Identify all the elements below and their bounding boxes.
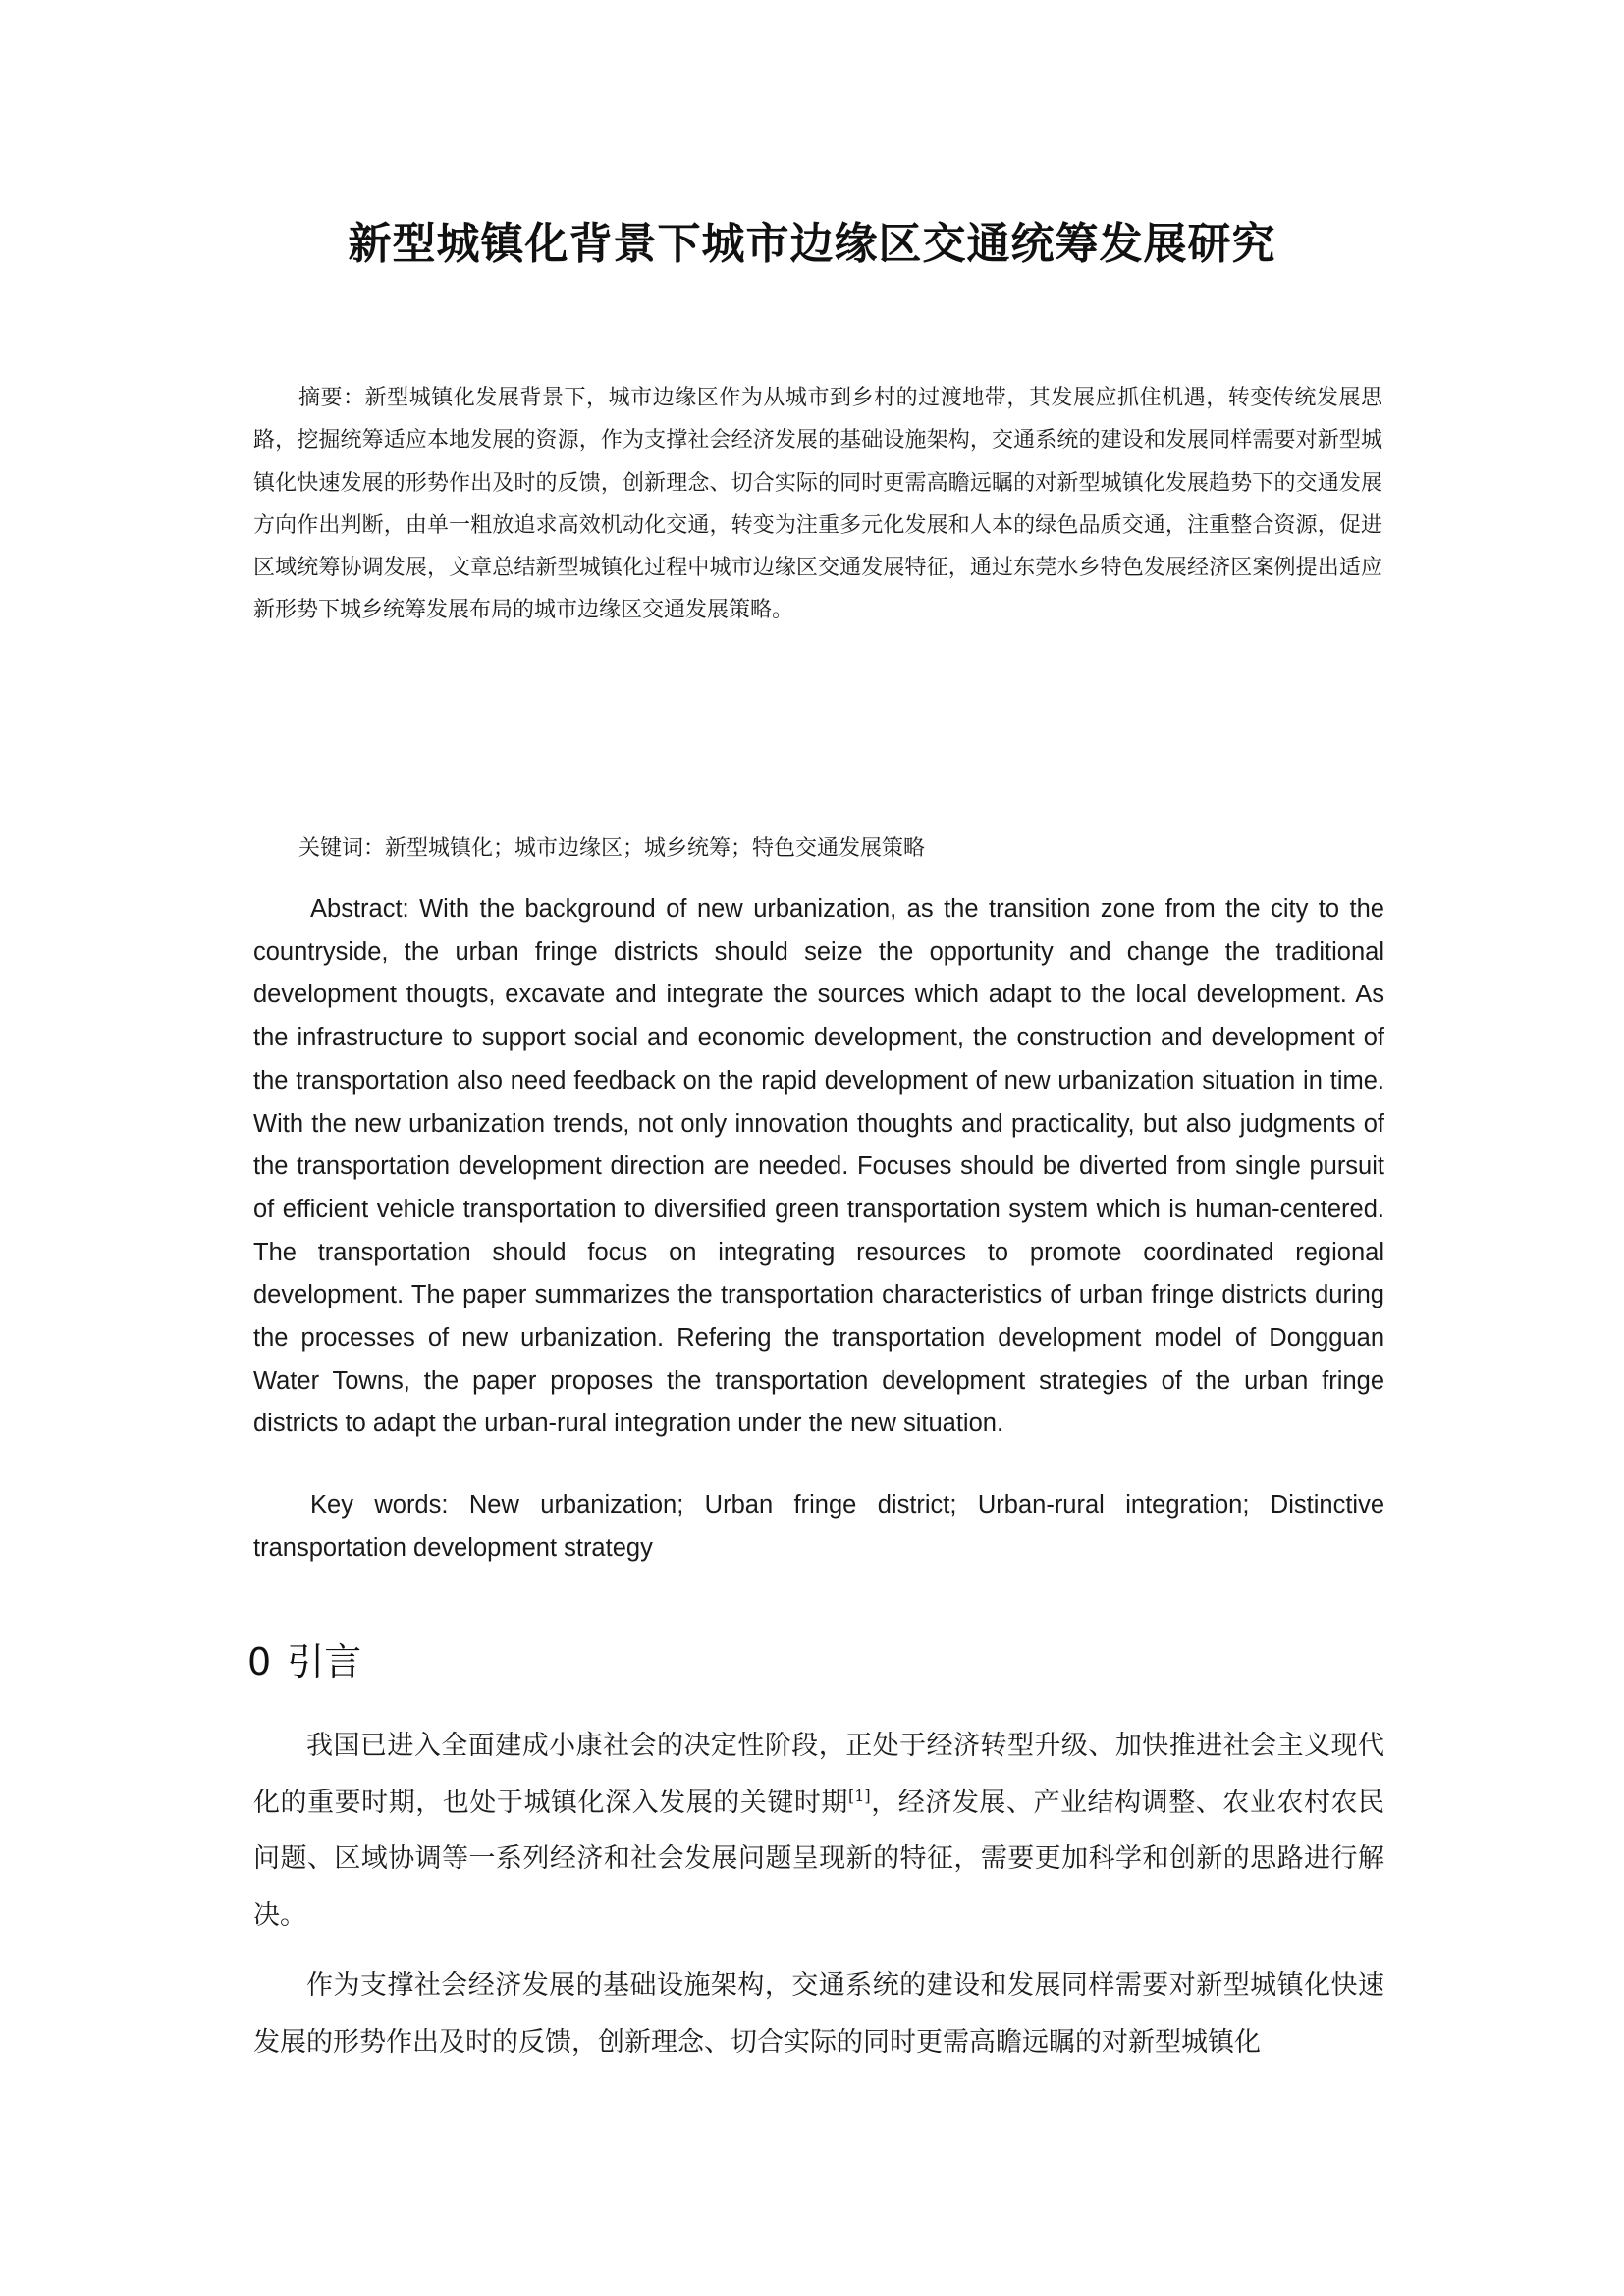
section-title: 引言 xyxy=(287,1640,362,1683)
body-paragraph-text: 我国已进入全面建成小康社会的决定性阶段，正处于经济转型升级、加快推进社会主义现代化的重要时期，也处于城镇化深入发展的关键时期 xyxy=(253,1731,1384,1818)
english-keywords xyxy=(253,1483,1384,1570)
section-number: 0 xyxy=(247,1640,272,1683)
english-abstract-text: Abstract: With the background of new urbanization, as the transition zone from the city to the countryside, the urban fringe districts should seize the opportunity and change the traditional development thougts, excavate and integrate the sources which adapt to the local development. As the infrastructure to support social and economic development, the construction and development of the transportation also need feedback on the rapid development of new urbanization situation in time. With the new urbanization trends, not only innovation thoughts and practicality, but also judgments of the transportation development direction are needed. Focuses should be diverted from single pursuit of efficient vehicle transportation to diversified green transportation system which is human-centered. The transportation should focus on integrating resources to promote coordinated regional development. The paper summarizes the transportation characteristics of urban fringe districts during the processes of new urbanization. Refering the transportation development model of Dongguan Water Towns, the paper proposes the transportation development strategies of the urban fringe districts to adapt the urban-rural integration under the new situation. xyxy=(253,895,1384,1438)
english-keywords-text: Key words: New urbanization; Urban fringe district; Urban-rural integration; Distinctive transportation development strategy xyxy=(253,1491,1384,1562)
body-paragraph-text: ，经济发展、产业结构调整、农业农村农民问题、区域协调等一系列经济和社会发展问题呈现新的特征，需要更加科学和创新的思路进行解决。 xyxy=(253,1787,1385,1931)
english-abstract xyxy=(253,888,1384,1446)
citation-reference[interactable]: [1] xyxy=(847,1786,871,1805)
body-paragraph: 作为支撑社会经济发展的基础设施架构，交通系统的建设和发展同样需要对新型城镇化快速发展的形势作出及时的反馈，创新理念、切合实际的同时更需高瞻远瞩的对新型城镇化 xyxy=(253,1970,1384,2057)
paper-title: 新型城镇化背景下城市边缘区交通统筹发展研究 xyxy=(348,219,1276,269)
chinese-abstract-text: 摘要：新型城镇化发展背景下，城市边缘区作为从城市到乡村的过渡地带，其发展应抓住机遇，转变传统发展思路，挖掘统筹适应本地发展的资源，作为支撑社会经济发展的基础设施架构，交通系统的建设和发展同样需要对新型城镇化快速发展的形势作出及时的反馈，创新理念、切合实际的同时更需高瞻远瞩的对新型城镇化发展趋势下的交通发展方向作出判断，由单一粗放追求高效机动化交通，转变为注重多元化发展和人本的绿色品质交通，注重整合资源，促进区域统筹协调发展，文章总结新型城镇化过程中城市边缘区交通发展特征，通过东莞水乡特色发展经济区案例提出适应新形势下城乡统筹发展布局的城市边缘区交通发展策略。 xyxy=(253,386,1382,623)
chinese-abstract xyxy=(253,377,1382,632)
introduction-body xyxy=(253,1718,1384,2084)
body-paragraph xyxy=(253,1718,1384,1944)
chinese-keywords: 关键词：新型城镇化；城市边缘区；城乡统筹；特色交通发展策略 xyxy=(298,836,926,861)
section-heading-introduction xyxy=(247,1631,361,1685)
